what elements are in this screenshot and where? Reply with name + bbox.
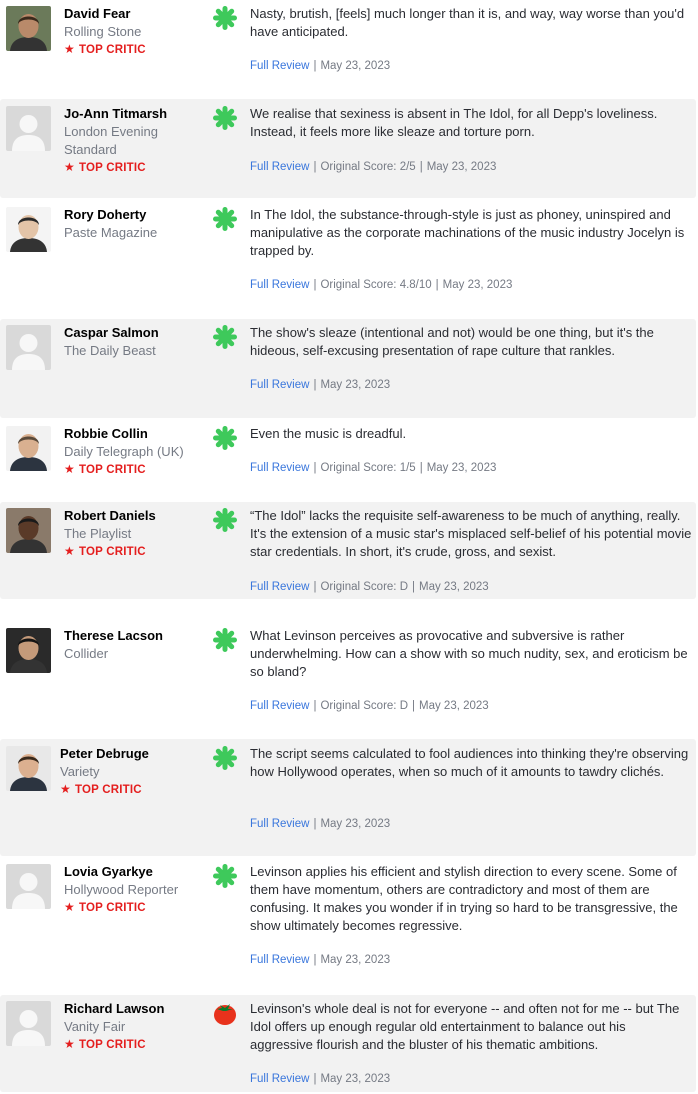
separator: | [412,581,415,593]
critic-photo[interactable] [6,508,51,553]
full-review-link[interactable]: Full Review [250,700,310,712]
rotten-splat-icon [212,425,238,451]
publication-name[interactable]: London Evening Standard [64,124,158,157]
separator: | [313,60,317,72]
rotten-splat-icon [212,507,238,533]
publication-name[interactable]: The Daily Beast [64,343,156,358]
review-meta [250,159,496,175]
review-quote: “The Idol” lacks the requisite self-awareness to be much of anything, really. It's the extension of a music star's misplaced self-belief of his potential movie star credentials. In short, it's crude, gross, and sexist. [250,508,692,559]
top-critic-badge [64,543,206,561]
critic-info [60,745,202,799]
review-meta [250,698,489,714]
full-review-link[interactable]: Full Review [250,1073,310,1085]
fresh-tomato-icon [212,1000,238,1026]
review-date: May 23, 2023 [320,954,391,966]
critic-info [64,627,206,663]
separator: | [313,161,317,173]
rotten-splat-icon [212,206,238,232]
review-date: May 23, 2023 [426,462,497,474]
review-meta [250,579,489,595]
critic-info [64,425,206,479]
top-critic-badge [60,781,202,799]
publication-name[interactable]: Collider [64,646,109,661]
avatar-placeholder[interactable] [6,325,51,370]
review-quote: In The Idol, the substance-through-style is just as phoney, uninspired and manipulative as the corporate machinations of the music industry Jocelyn is trapped by. [250,207,685,258]
critic-photo[interactable] [6,628,51,673]
top-critic-badge [64,461,206,479]
avatar-placeholder[interactable] [6,864,51,909]
critic-info [64,863,206,917]
review-quote: Levinson's whole deal is not for everyone -- and often not for me -- but The Idol offers up enough regular old entertainment to balance out his aggressive flourish and the bluster of his thematic ambitions. [250,1001,680,1052]
critic-name[interactable]: Jo-Ann Titmarsh [64,106,168,121]
critic-info [64,1000,206,1054]
publication-name[interactable]: Rolling Stone [64,24,142,39]
critic-name[interactable]: Caspar Salmon [64,325,159,340]
separator: | [412,700,415,712]
separator: | [313,379,317,391]
critic-name[interactable]: Robbie Collin [64,426,148,441]
star-icon: ★ [64,42,75,56]
separator: | [313,581,317,593]
full-review-link[interactable]: Full Review [250,581,310,593]
review-quote: The show's sleaze (intentional and not) would be one thing, but it's the hideous, self-excusing presentation of rape culture that rankles. [250,325,654,358]
separator: | [313,1073,317,1085]
critic-info [64,5,206,59]
star-icon: ★ [60,782,71,796]
star-icon: ★ [64,544,75,558]
critic-name[interactable]: Rory Doherty [64,207,147,222]
publication-name[interactable]: Variety [60,764,100,779]
review-quote: Nasty, brutish, [feels] much longer than it is, and way, way worse than you'd have anticipated. [250,6,685,39]
critic-name[interactable]: Peter Debruge [60,746,149,761]
star-icon: ★ [64,900,75,914]
publication-name[interactable]: Daily Telegraph (UK) [64,444,184,459]
review-quote: What Levinson perceives as provocative and subversive is rather underwhelming. How can a show with so much nudity, sex, and eroticism be so bland? [250,628,688,679]
rotten-splat-icon [212,627,238,653]
separator: | [419,462,423,474]
review-date: May 23, 2023 [426,161,497,173]
full-review-link[interactable]: Full Review [250,954,310,966]
review-meta [250,460,496,476]
separator: | [313,818,317,830]
publication-name[interactable]: Hollywood Reporter [64,882,179,897]
review-quote: We realise that sexiness is absent in The Idol, for all Depp's loveliness. Instead, it feels more like sleaze and torture porn. [250,106,658,139]
top-critic-label: TOP CRITIC [74,784,142,796]
rotten-splat-icon [212,863,238,889]
review-date: May 23, 2023 [419,700,489,712]
original-score: Original Score: D [320,581,408,593]
review-date: May 23, 2023 [320,379,391,391]
top-critic-badge [64,899,206,917]
critic-photo[interactable] [6,746,51,791]
critic-photo[interactable] [6,426,51,471]
full-review-link[interactable]: Full Review [250,379,310,391]
critic-name[interactable]: David Fear [64,6,131,21]
review-quote: Levinson applies his efficient and stylish direction to every scene. Some of them have momentum, others are contradictory and most of them are confusing. It makes you wonder if in trying so hard to be transgressive, the show ultimately becomes regressive. [250,864,678,933]
review-meta [250,816,390,832]
rotten-splat-icon [212,324,238,350]
original-score: Original Score: 2/5 [320,161,416,173]
separator: | [313,279,317,291]
review-meta [250,377,390,393]
top-critic-label: TOP CRITIC [78,44,146,56]
review-quote: Even the music is dreadful. [250,426,407,441]
separator: | [313,462,317,474]
star-icon: ★ [64,160,75,174]
top-critic-badge [64,1036,206,1054]
review-meta [250,277,512,293]
critic-photo[interactable] [6,207,51,252]
original-score: Original Score: 1/5 [320,462,416,474]
critic-info [64,507,206,561]
avatar-placeholder[interactable] [6,1001,51,1046]
full-review-link[interactable]: Full Review [250,161,310,173]
top-critic-label: TOP CRITIC [78,464,146,476]
top-critic-label: TOP CRITIC [78,902,146,914]
top-critic-badge [64,159,206,177]
review-meta [250,1071,390,1087]
full-review-link[interactable]: Full Review [250,60,310,72]
rotten-splat-icon [212,5,238,31]
rotten-splat-icon [212,105,238,131]
top-critic-label: TOP CRITIC [78,162,146,174]
separator: | [419,161,423,173]
separator: | [313,700,317,712]
separator: | [435,279,439,291]
top-critic-badge [64,41,206,59]
separator: | [313,954,317,966]
critic-name[interactable]: Richard Lawson [64,1001,165,1016]
review-quote: The script seems calculated to fool audiences into thinking they're observing how Hollywood operates, when so much of it amounts to tawdry clichés. [250,746,689,779]
critic-info [64,206,206,242]
critic-photo[interactable] [6,6,51,51]
star-icon: ★ [64,462,75,476]
review-date: May 23, 2023 [320,60,391,72]
rotten-splat-icon [212,745,238,771]
review-date: May 23, 2023 [419,581,489,593]
review-date: May 23, 2023 [442,279,513,291]
star-icon: ★ [64,1037,75,1051]
full-review-link[interactable]: Full Review [250,462,310,474]
original-score: Original Score: 4.8/10 [320,279,432,291]
review-date: May 23, 2023 [320,818,391,830]
critic-name[interactable]: Therese Lacson [64,628,163,643]
critic-name[interactable]: Robert Daniels [64,508,156,523]
publication-name[interactable]: Paste Magazine [64,225,158,240]
review-meta [250,952,390,968]
review-date: May 23, 2023 [320,1073,391,1085]
original-score: Original Score: D [320,700,408,712]
critic-name[interactable]: Lovia Gyarkye [64,864,153,879]
critic-info [64,324,206,360]
review-meta [250,58,390,74]
full-review-link[interactable]: Full Review [250,818,310,830]
publication-name[interactable]: The Playlist [64,526,132,541]
critic-info [64,105,206,177]
top-critic-label: TOP CRITIC [78,546,146,558]
avatar-placeholder[interactable] [6,106,51,151]
publication-name[interactable]: Vanity Fair [64,1019,126,1034]
top-critic-label: TOP CRITIC [78,1039,146,1051]
full-review-link[interactable]: Full Review [250,279,310,291]
